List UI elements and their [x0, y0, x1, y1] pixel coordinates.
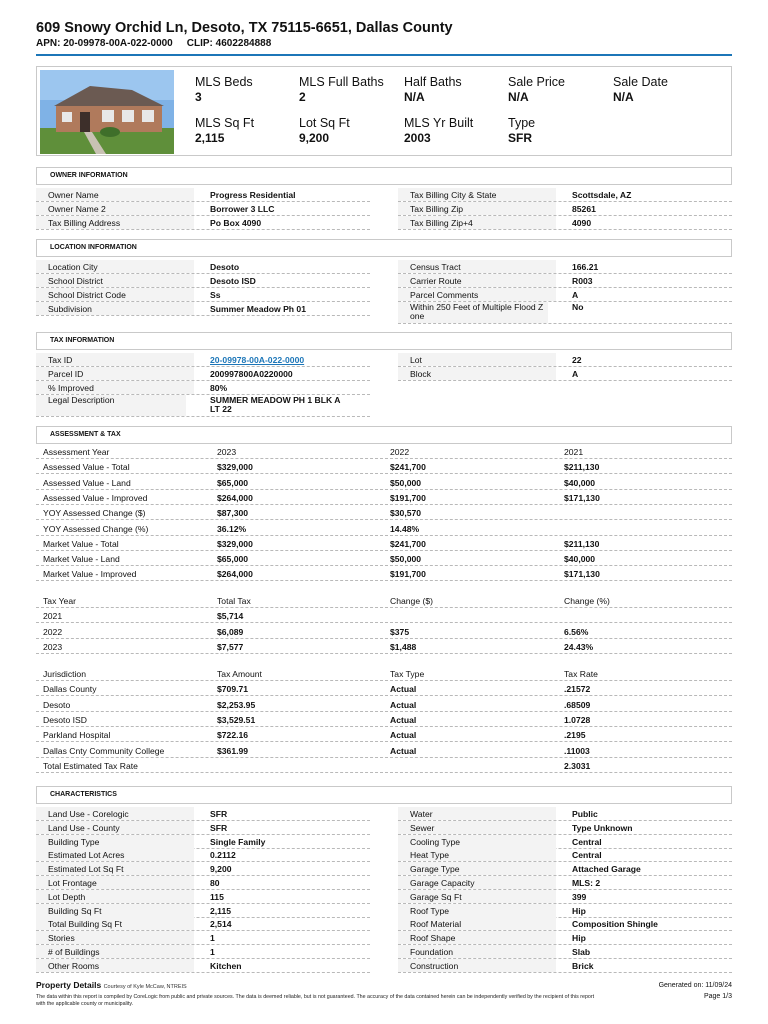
kv-row: Roof Material Composition Shingle	[398, 917, 732, 931]
table-cell: Desoto ISD	[43, 714, 87, 725]
section-heading: LOCATION INFORMATION	[36, 239, 732, 257]
table-cell: $722.16	[217, 730, 249, 741]
stat-mls-full-baths: MLS Full Baths 2	[299, 75, 384, 104]
table-cell: Actual	[390, 699, 417, 710]
section-heading: OWNER INFORMATION	[36, 167, 732, 185]
table-cell: Tax Amount	[217, 669, 262, 679]
stat-mls-yr-built: MLS Yr Built 2003	[404, 116, 474, 145]
table-cell: .11003	[564, 745, 590, 756]
table-cell: Tax Type	[390, 669, 425, 679]
table-row	[36, 758, 732, 773]
table-row	[36, 727, 732, 742]
table-cell: $7,577	[217, 641, 244, 652]
location-information-section	[36, 239, 732, 321]
kv-row: Within 250 Feet of Multiple Flood Z one No	[398, 302, 732, 324]
table-cell: 2.3031	[564, 760, 591, 771]
table-cell: Parkland Hospital	[43, 730, 111, 741]
table-cell: YOY Assessed Change (%)	[43, 523, 149, 534]
report-header	[36, 20, 732, 49]
kv-row: # of Buildings 1	[36, 945, 370, 959]
table-cell: $211,130	[564, 462, 600, 473]
table-cell: Assessed Value - Land	[43, 477, 131, 488]
table-row	[36, 459, 732, 474]
table-cell: 2022	[43, 626, 63, 637]
table-cell: $264,000	[217, 492, 253, 503]
table-cell: Actual	[390, 745, 417, 756]
table-cell: Actual	[390, 714, 417, 725]
table-header-row	[36, 593, 732, 608]
footer-credit: Courtesy of Kyle McCaw, NTREIS	[103, 984, 187, 990]
page-number: Page 1/3	[703, 993, 732, 1000]
table-row	[36, 566, 732, 581]
table-cell: $5,714	[217, 611, 244, 622]
kv-row: Land Use - County SFR	[36, 821, 370, 835]
table-row	[36, 521, 732, 536]
table-row	[36, 608, 732, 623]
table-cell: 2023	[217, 447, 237, 457]
table-cell: $50,000	[390, 554, 422, 565]
table-cell: $65,000	[217, 477, 249, 488]
table-cell: $50,000	[390, 477, 422, 488]
kv-row: Sewer Type Unknown	[398, 821, 732, 835]
table-cell: Dallas Cnty Community College	[43, 745, 165, 756]
table-cell: $171,130	[564, 569, 600, 580]
table-cell: $709.71	[217, 684, 249, 695]
kv-row: Subdivision Summer Meadow Ph 01	[36, 302, 370, 316]
assessment-tax-section	[36, 426, 732, 771]
table-cell: $375	[390, 626, 410, 637]
table-cell: 2022	[390, 447, 410, 457]
kv-row: Tax Billing Address Po Box 4090	[36, 216, 370, 230]
table-cell: Actual	[390, 730, 417, 741]
kv-row: Heat Type Central	[398, 848, 732, 862]
kv-row: Roof Type Hip	[398, 904, 732, 918]
kv-row: Carrier Route R003	[398, 274, 732, 288]
stat-mls-sq-ft: MLS Sq Ft 2,115	[195, 116, 255, 145]
kv-row: Estimated Lot Acres 0.2112	[36, 848, 370, 862]
table-cell: 2021	[43, 611, 63, 622]
kv-row: Owner Name 2 Borrower 3 LLC	[36, 202, 370, 216]
table-row	[36, 505, 732, 520]
kv-row: Roof Shape Hip	[398, 931, 732, 945]
stat-half-baths: Half Baths N/A	[404, 75, 462, 104]
table-cell: 24.43%	[564, 641, 594, 652]
table-cell: Tax Rate	[564, 669, 598, 679]
kv-row: Location City Desoto	[36, 260, 370, 274]
kv-row: Parcel Comments A	[398, 288, 732, 302]
table-cell: YOY Assessed Change ($)	[43, 508, 146, 519]
table-cell: 2023	[43, 641, 63, 652]
table-cell: Dallas County	[43, 684, 97, 695]
table-cell: $87,300	[217, 508, 249, 519]
table-cell: 36.12%	[217, 523, 247, 534]
characteristics-section	[36, 786, 732, 971]
kv-row: Water Public	[398, 807, 732, 821]
generated-date: Generated on: 11/09/24	[658, 982, 732, 989]
table-cell: 1.0728	[564, 714, 591, 725]
table-cell: Change (%)	[564, 596, 610, 606]
table-cell: $40,000	[564, 477, 596, 488]
table-cell: Actual	[390, 684, 417, 695]
report-footer	[36, 980, 732, 1007]
table-cell: Total Estimated Tax Rate	[43, 760, 138, 771]
table-cell: Total Tax	[217, 596, 251, 606]
table-cell: Market Value - Improved	[43, 569, 137, 580]
table-row	[36, 536, 732, 551]
table-row	[36, 743, 732, 758]
table-cell: Tax Year	[43, 596, 76, 606]
kv-row: Block A	[398, 367, 732, 381]
table-cell: Assessed Value - Total	[43, 462, 130, 473]
table-cell: Market Value - Total	[43, 538, 119, 549]
kv-row: Tax Billing City & State Scottsdale, AZ	[398, 188, 732, 202]
table-row	[36, 490, 732, 505]
table-cell: $264,000	[217, 569, 253, 580]
table-row	[36, 624, 732, 639]
section-heading: TAX INFORMATION	[36, 332, 732, 350]
table-row	[36, 697, 732, 712]
apn-label: APN: 20-09978-00A-022-0000	[36, 38, 173, 49]
kv-row: Total Building Sq Ft 2,514	[36, 917, 370, 931]
table-cell: $191,700	[390, 492, 426, 503]
footer-title: Property Details	[36, 980, 102, 990]
table-cell: $6,089	[217, 626, 244, 637]
table-cell: $2,253.95	[217, 699, 256, 710]
kv-row: Land Use - Corelogic SFR	[36, 807, 370, 821]
stat-mls-beds: MLS Beds 3	[195, 75, 253, 104]
table-cell: Assessed Value - Improved	[43, 492, 148, 503]
stat-type: Type SFR	[508, 116, 536, 145]
kv-row: Garage Type Attached Garage	[398, 862, 732, 876]
tax-id-link[interactable]: 20-09978-00A-022-0000	[210, 355, 305, 365]
tax-information-section	[36, 332, 732, 414]
footer-disclaimer: The data within this report is compiled by CoreLogic from public and private sources. The data is deemed reliable, but is not guaranteed. The accuracy of the data contained herein can be independently verified by the recipient of this report with the applicable county or municipality.	[36, 994, 595, 1007]
table-cell: $171,130	[564, 492, 600, 503]
kv-row: Legal Description SUMMER MEADOW PH 1 BLK A LT 22	[36, 395, 370, 417]
kv-row: Lot Frontage 80	[36, 876, 370, 890]
table-cell: $329,000	[217, 538, 253, 549]
table-cell: $191,700	[390, 569, 426, 580]
table-row	[36, 639, 732, 654]
kv-row: Building Type Single Family	[36, 835, 370, 849]
table-cell: .2195	[564, 730, 586, 741]
property-identifiers	[36, 38, 732, 49]
table-row	[36, 551, 732, 566]
table-cell: $211,130	[564, 538, 600, 549]
owner-information-section	[36, 167, 732, 228]
kv-row: Estimated Lot Sq Ft 9,200	[36, 862, 370, 876]
kv-row: Other Rooms Kitchen	[36, 959, 370, 973]
table-cell: $40,000	[564, 554, 596, 565]
table-row	[36, 712, 732, 727]
kv-row: Tax Billing Zip+4 4090	[398, 216, 732, 230]
table-cell: $361.99	[217, 745, 249, 756]
table-cell: Desoto	[43, 699, 71, 710]
table-cell: $1,488	[390, 641, 417, 652]
table-header-row	[36, 444, 732, 459]
kv-row: % Improved 80%	[36, 381, 370, 395]
kv-row: Parcel ID 200997800A0220000	[36, 367, 370, 381]
table-header-row	[36, 666, 732, 681]
table-cell: $30,570	[390, 508, 422, 519]
kv-row: Owner Name Progress Residential	[36, 188, 370, 202]
table-cell: .68509	[564, 699, 591, 710]
table-cell: Jurisdiction	[43, 669, 86, 679]
kv-row: Garage Sq Ft 399	[398, 890, 732, 904]
clip-label: CLIP: 4602284888	[186, 38, 272, 49]
table-cell: $241,700	[390, 462, 426, 473]
kv-row: Garage Capacity MLS: 2	[398, 876, 732, 890]
header-divider	[36, 54, 732, 56]
property-address-title: 609 Snowy Orchid Ln, Desoto, TX 75115-6651, Dallas County	[36, 20, 453, 36]
table-cell: $65,000	[217, 554, 249, 565]
table-cell: .21572	[564, 684, 591, 695]
kv-row: Construction Brick	[398, 959, 732, 973]
table-cell: 14.48%	[390, 523, 420, 534]
section-heading: CHARACTERISTICS	[36, 786, 732, 804]
kv-row: Stories 1	[36, 931, 370, 945]
kv-row: Building Sq Ft 2,115	[36, 904, 370, 918]
summary-card	[36, 66, 732, 156]
kv-row: Cooling Type Central	[398, 835, 732, 849]
kv-row: Census Tract 166.21	[398, 260, 732, 274]
stat-lot-sq-ft: Lot Sq Ft 9,200	[299, 116, 350, 145]
kv-row: Tax Billing Zip 85261	[398, 202, 732, 216]
table-row	[36, 475, 732, 490]
table-cell: $241,700	[390, 538, 426, 549]
property-photo	[40, 70, 174, 154]
table-cell: 6.56%	[564, 626, 589, 637]
kv-row: School District Code Ss	[36, 288, 370, 302]
kv-row: Lot Depth 115	[36, 890, 370, 904]
table-cell: Change ($)	[390, 596, 433, 606]
table-cell: Market Value - Land	[43, 554, 120, 565]
kv-row: Tax ID 20-09978-00A-022-0000	[36, 353, 370, 367]
section-heading: ASSESSMENT & TAX	[36, 426, 732, 444]
stat-sale-date: Sale Date N/A	[613, 75, 668, 104]
stat-sale-price: Sale Price N/A	[508, 75, 565, 104]
table-cell: Assessment Year	[43, 447, 110, 457]
table-cell: $3,529.51	[217, 714, 256, 725]
table-cell: $329,000	[217, 462, 253, 473]
kv-row: Foundation Slab	[398, 945, 732, 959]
table-cell: 2021	[564, 447, 584, 457]
kv-row: School District Desoto ISD	[36, 274, 370, 288]
table-row	[36, 681, 732, 696]
kv-row: Lot 22	[398, 353, 732, 367]
